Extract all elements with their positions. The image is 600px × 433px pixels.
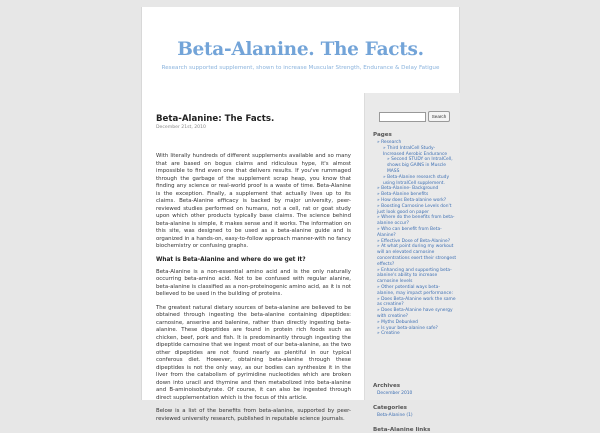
post-paragraph: Below is a list of the benefits from beta-alanine, supported by peer-reviewed university research, published in reputable science journals. bbox=[156, 408, 351, 422]
sidebar-page-link[interactable]: » Beta-Alanine benefits bbox=[377, 192, 429, 198]
sidebar-page-link[interactable]: » Does Beta-Alanine work the same as creatine? bbox=[377, 296, 456, 308]
sidebar-page-link[interactable]: » Does Beta-Alanine have synergy with creatine? bbox=[377, 308, 453, 319]
archives-list bbox=[377, 391, 457, 397]
post-body bbox=[156, 153, 351, 423]
post-title[interactable]: Beta-Alanine: The Facts. bbox=[156, 114, 275, 124]
sidebar-page-link[interactable]: » At what point during my workout will an elevated carnosine concentrations exert their strongest effects? bbox=[377, 244, 457, 267]
sidebar-page-link[interactable]: » Who can benefit from Beta-Alanine? bbox=[377, 226, 442, 238]
sidebar-page-link[interactable]: » Beta-Alanine research study using IntraICell supplement. bbox=[383, 174, 450, 186]
site-header bbox=[142, 7, 459, 87]
sidebar-page-link[interactable]: » Beta-Alanine- Background bbox=[377, 186, 439, 192]
sidebar-page-link[interactable]: » How does Beta-alanine work? bbox=[377, 197, 447, 203]
categories-heading: Categories bbox=[373, 405, 407, 411]
sidebar-page-link[interactable]: » Is your beta-alanine safe? bbox=[377, 325, 438, 331]
pages-list bbox=[377, 140, 457, 337]
sidebar bbox=[364, 93, 460, 433]
sidebar-page-link[interactable]: » Where do the benefits from beta-alanine occur? bbox=[377, 215, 455, 227]
site-title[interactable]: Beta-Alanine. The Facts. bbox=[177, 39, 424, 60]
search-input[interactable] bbox=[379, 112, 426, 122]
links-heading: Beta-Alanine links bbox=[373, 427, 431, 433]
page-container bbox=[141, 7, 460, 433]
sidebar-page-link[interactable]: » Boosting Carnosine Levels don't just look good on paper bbox=[377, 203, 452, 215]
sidebar-page-link[interactable]: » Creatine bbox=[377, 331, 400, 337]
post-subheading: What is Beta-Alanine and where do we get it? bbox=[156, 256, 306, 263]
post-date: December 21st, 2010 bbox=[156, 125, 206, 130]
category-link[interactable]: Beta-Alanine (1) bbox=[377, 413, 413, 418]
sidebar-page-link[interactable]: » Third IntraICell Study- Increased Aerobic Endurance bbox=[383, 145, 448, 157]
post-paragraph: With literally hundreds of different supplements available and so many that are based on bogus claims and ridiculous hype, it's almost impossible to find even one that delivers results. If you've rummaged through the garbage of the supplement scrap heap, you know that finding any science or real-world proof is a waste of time. Beta-Alanine is the exception. Finally, a supplement that actually lives up to its claims. Beta-Alanine efficacy is backed by major university, peer-reviewed studies performed on humans, not a cell, rat or goat study upon which other products typically base claims. The science behind beta-alanine is simple, it makes sense and it works. The information on this site, was designed to be used as a beta-alanine guide and is organized in a hands-on, easy-to-follow approach manner-with no fancy biochemistry or confusing graphs. bbox=[156, 153, 351, 249]
sidebar-page-link[interactable]: » Effective Dose of Beta-Alanine? bbox=[377, 238, 451, 244]
sidebar-page-link[interactable]: » Other potential ways beta-alanine, may impact performance: bbox=[377, 284, 453, 296]
archive-link[interactable]: December 2010 bbox=[377, 391, 413, 396]
post-paragraph: The greatest natural dietary sources of beta-alanine are believed to be obtained through ingesting the beta-alanine containing dipeptides: carnosine, anserine and balenine, rather than directly ingesting beta-alanine. These dipeptides are found in protein rich foods such as chicken, beef, pork and fish. It is predominantly through ingesting the dipeptide carnosine that we ingest most of our beta-alanine, as the two other dipeptides are not found nearly as plentiful in our typical conferous diet. However, obtaining beta-alanine through these dipeptides is not the only way, as our bodies can synthesize it in the liver from the catabolism of pyrimidine nucleotides which are broken down into uracil and thymine and then metabolized into beta-alanine and B-aminoisobutyrate. Of course, it can also be ingested through direct supplementation which is the focus of this article. bbox=[156, 304, 351, 401]
sidebar-page-link[interactable]: » Enhancing and supporting beta-alanine's ability to increase carnosine levels bbox=[377, 267, 452, 285]
sidebar-page-link[interactable]: » Second STUDY on IntraICell, shows big GAINS in Muscle MASS bbox=[387, 157, 453, 174]
sidebar-page-link[interactable]: » Myths Debunked bbox=[377, 319, 418, 325]
post-content bbox=[156, 114, 351, 429]
sidebar-page-link[interactable]: » Research bbox=[377, 140, 402, 145]
pages-heading: Pages bbox=[373, 132, 392, 138]
post-paragraph: Beta-Alanine is a non-essential amino acid and is the only naturally occurring beta-amino acid. Not to be confused with regular alanine, beta-alanine is classified as a non-proteinogenic amino acid, as it is not believed to be used in the building of proteins. bbox=[156, 268, 351, 297]
archives-heading: Archives bbox=[373, 383, 401, 389]
search-button[interactable]: Search bbox=[428, 111, 450, 122]
categories-list bbox=[377, 413, 457, 419]
site-tagline: Research supported supplement, shown to increase Muscular Strength, Endurance & Delay Fatigue bbox=[161, 65, 440, 71]
